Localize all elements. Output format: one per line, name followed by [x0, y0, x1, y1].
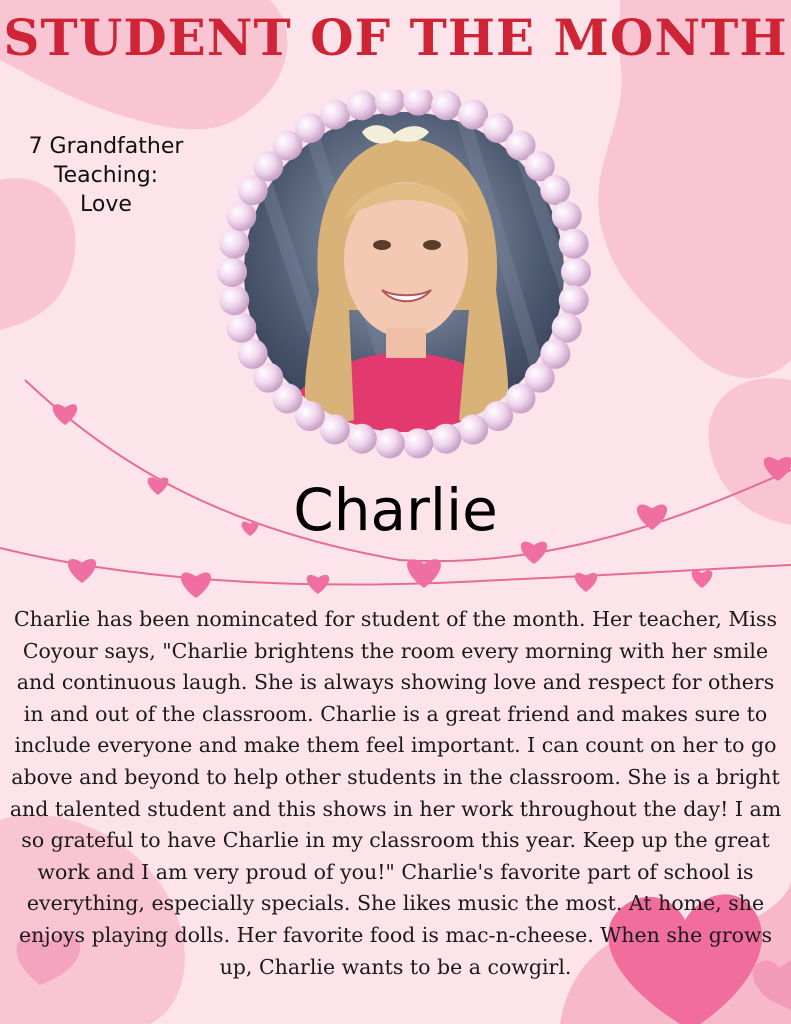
teaching-line-3: Love: [80, 192, 132, 217]
description-line: and talented student and this shows in her work throughout the day! I am: [9, 796, 782, 821]
description-line: work and I am very proud of you!" Charlie's favorite part of school is: [37, 859, 754, 884]
description-line: in and out of the classroom. Charlie is a great friend and makes sure to: [23, 701, 768, 726]
description-line: up, Charlie wants to be a cowgirl.: [219, 954, 572, 979]
pearl: [552, 313, 582, 343]
description-line: so grateful to have Charlie in my classroom this year. Keep up the great: [21, 828, 770, 853]
pearl: [403, 428, 433, 458]
pearl: [559, 229, 589, 259]
pearl: [540, 175, 570, 205]
pearl: [217, 257, 247, 287]
heart-icon: [692, 570, 713, 588]
description-line: everything, especially specials. She likes music the most. At home, she: [26, 891, 765, 916]
pearl: [559, 285, 589, 315]
pearl: [375, 428, 405, 458]
pearl: [226, 201, 256, 231]
pearl: [226, 313, 256, 343]
pearl: [219, 285, 249, 315]
heart-icon: [521, 542, 547, 564]
pearl: [431, 424, 461, 454]
pearl: [561, 257, 591, 287]
pearl: [552, 201, 582, 231]
description-line: and continuous laugh. She is always showing love and respect for others: [16, 670, 775, 695]
teaching-line-2: Teaching:: [53, 163, 159, 188]
pearl: [238, 339, 268, 369]
description-line: Coyour says, "Charlie brightens the room every morning with her smile: [22, 638, 769, 663]
heart-icon: [68, 559, 96, 583]
pearl: [219, 229, 249, 259]
pearl: [347, 90, 377, 120]
pearl: [320, 100, 350, 130]
description-line: Charlie has been nomincated for student of the month. Her teacher, Miss: [13, 607, 777, 631]
description-line: above and beyond to help other students in the classroom. She is a bright: [11, 764, 780, 789]
pearl: [403, 90, 433, 116]
pearl: [431, 90, 461, 120]
pearl: [347, 424, 377, 454]
description-line: include everyone and make them feel important. I can count on her to go: [14, 733, 777, 758]
student-portrait: [214, 90, 594, 470]
garland-string-lower: [0, 548, 791, 585]
student-description: [0, 604, 791, 983]
page-title: STUDENT OF THE MONTH: [3, 8, 788, 67]
photo-area: [214, 90, 594, 470]
heart-icon: [181, 572, 211, 598]
heart-icon: [307, 575, 330, 594]
description-line: enjoys playing dolls. Her favorite food is mac-n-cheese. When she grows: [18, 922, 773, 947]
teaching-line-1: 7 Grandfather: [28, 134, 184, 159]
pearl: [458, 415, 488, 445]
pearl: [375, 90, 405, 116]
student-name: Charlie: [293, 476, 498, 544]
